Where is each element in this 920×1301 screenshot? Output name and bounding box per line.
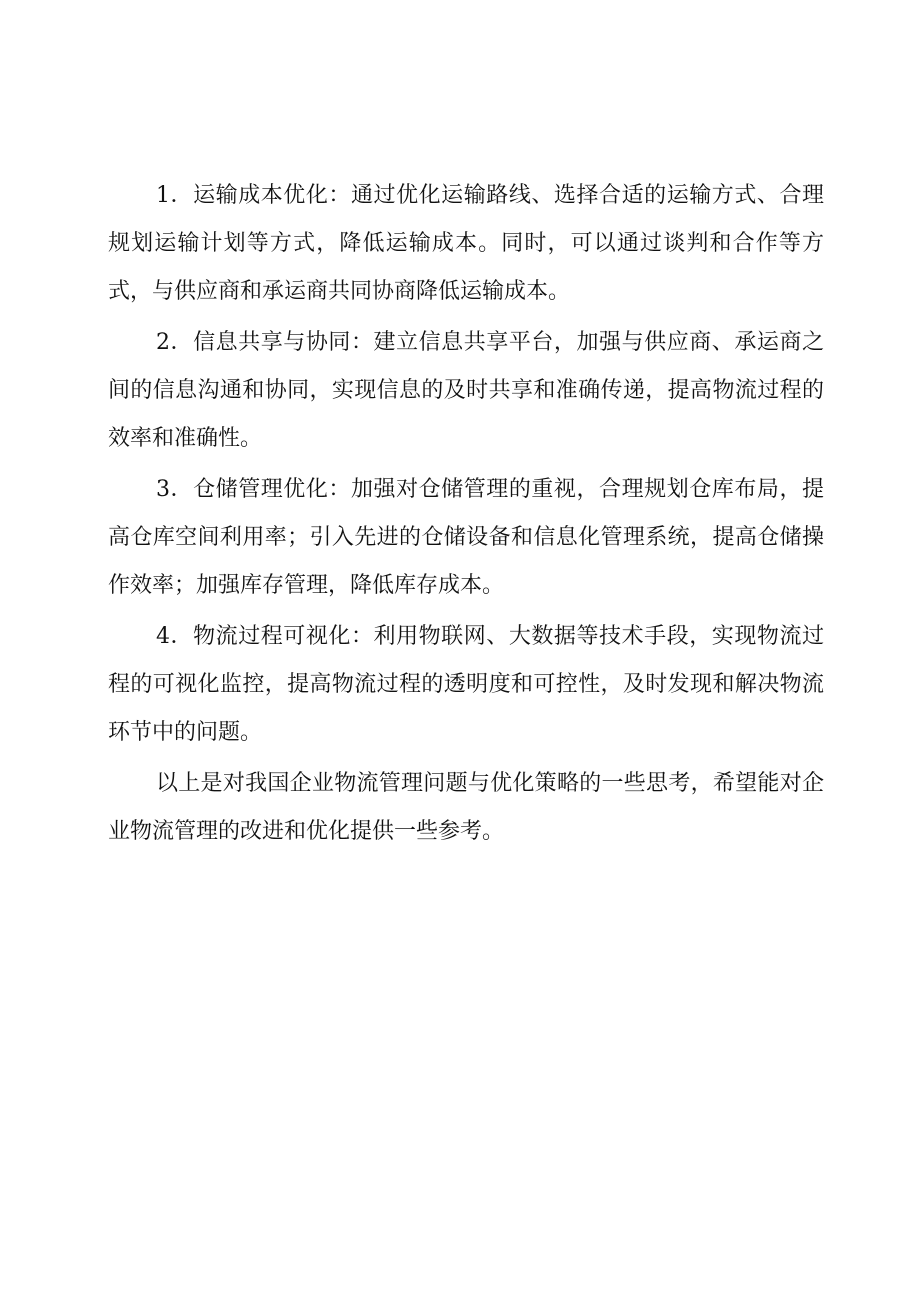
paragraph-conclusion: 以上是对我国企业物流管理问题与优化策略的一些思考，希望能对企业物流管理的改进和优化提供一些参考。 (108, 771, 824, 844)
paragraph-transport-cost: 1．运输成本优化：通过优化运输路线、选择合适的运输方式、合理规划运输计划等方式，降低运输成本。同时，可以通过谈判和合作等方式，与供应商和承运商共同协商降低运输成本。 (108, 183, 824, 304)
paragraph-warehouse-management: 3．仓储管理优化：加强对仓储管理的重视，合理规划仓库布局，提高仓库空间利用率；引入先进的仓储设备和信息化管理系统，提高仓储操作效率；加强库存管理，降低库存成本。 (108, 477, 824, 598)
paragraph-information-sharing: 2．信息共享与协同：建立信息共享平台，加强与供应商、承运商之间的信息沟通和协同，实现信息的及时共享和准确传递，提高物流过程的效率和准确性。 (108, 330, 824, 451)
document-body (108, 172, 824, 857)
paragraph-logistics-visualization: 4．物流过程可视化：利用物联网、大数据等技术手段，实现物流过程的可视化监控，提高物流过程的透明度和可控性，及时发现和解决物流环节中的问题。 (108, 624, 824, 745)
